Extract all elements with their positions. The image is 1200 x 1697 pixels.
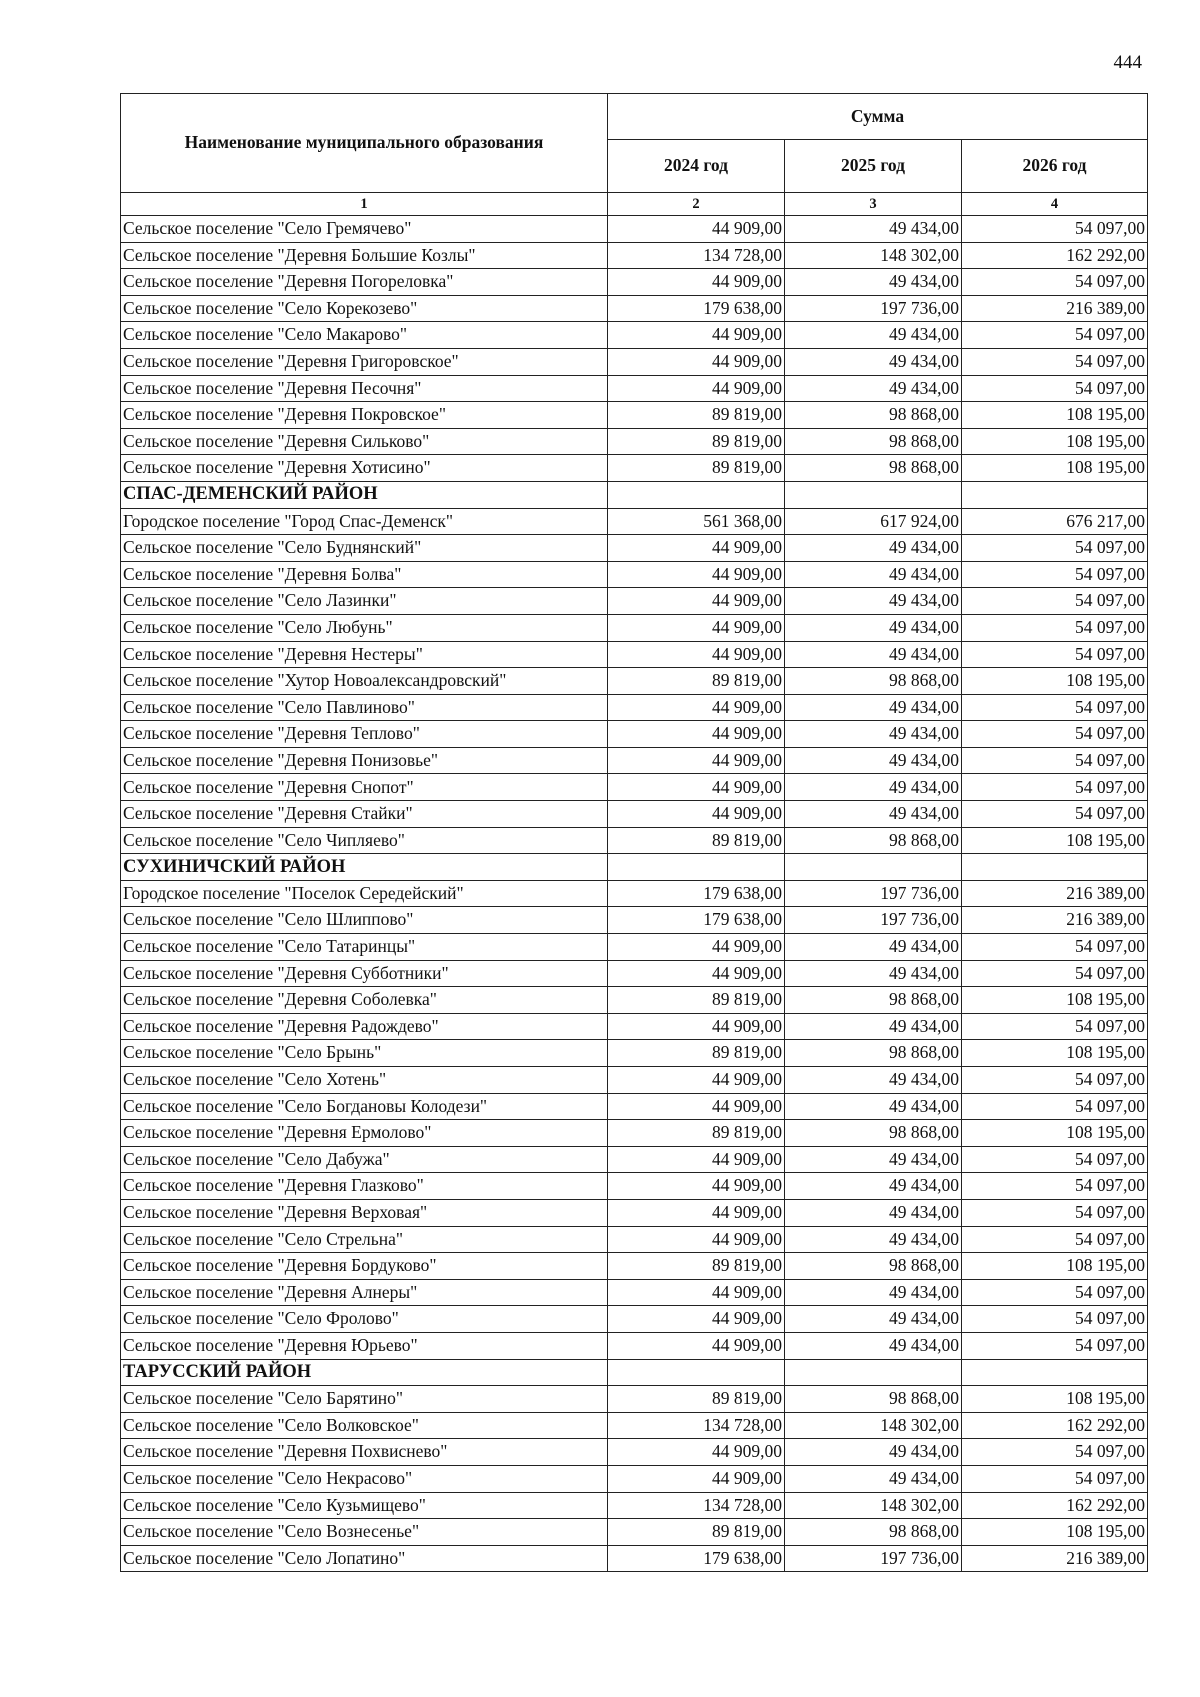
amount-2026-cell: 54 097,00 [962, 614, 1148, 641]
table-row [121, 1492, 1148, 1519]
table-row [121, 1545, 1148, 1572]
table-row [121, 1332, 1148, 1359]
settlement-name-cell: Сельское поселение "Село Гремячево" [121, 216, 608, 243]
table-row [121, 1120, 1148, 1147]
amount-2024-cell: 44 909,00 [608, 269, 785, 296]
amount-2024-cell: 44 909,00 [608, 1306, 785, 1333]
column-number: 2 [608, 193, 785, 216]
amount-2025-cell: 49 434,00 [785, 269, 962, 296]
table-row [121, 269, 1148, 296]
settlement-name-cell: Сельское поселение "Деревня Стайки" [121, 801, 608, 828]
amount-2024-cell: 179 638,00 [608, 1545, 785, 1572]
settlement-name-cell: Сельское поселение "Деревня Радождево" [121, 1013, 608, 1040]
amount-2026-cell: 54 097,00 [962, 641, 1148, 668]
amount-2026-cell: 676 217,00 [962, 508, 1148, 535]
amount-2026-cell: 216 389,00 [962, 1545, 1148, 1572]
amount-2024-cell: 89 819,00 [608, 428, 785, 455]
amount-2026-cell: 216 389,00 [962, 880, 1148, 907]
table-row [121, 694, 1148, 721]
amount-2024-cell: 89 819,00 [608, 668, 785, 695]
amount-2026-cell: 162 292,00 [962, 1492, 1148, 1519]
amount-2025-cell: 197 736,00 [785, 295, 962, 322]
budget-table [120, 93, 1148, 1572]
amount-2026-cell: 54 097,00 [962, 1465, 1148, 1492]
amount-2026-cell: 54 097,00 [962, 1306, 1148, 1333]
amount-2024-cell: 89 819,00 [608, 1253, 785, 1280]
amount-2024-cell: 44 909,00 [608, 1439, 785, 1466]
table-row [121, 1013, 1148, 1040]
amount-2026-cell: 54 097,00 [962, 934, 1148, 961]
amount-2025-cell: 49 434,00 [785, 348, 962, 375]
settlement-name-cell: Сельское поселение "Село Макарово" [121, 322, 608, 349]
settlement-name-cell: Сельское поселение "Село Волковское" [121, 1412, 608, 1439]
amount-2026-cell: 216 389,00 [962, 907, 1148, 934]
amount-2024-cell: 44 909,00 [608, 1332, 785, 1359]
settlement-name-cell: Сельское поселение "Деревня Алнеры" [121, 1279, 608, 1306]
table-row [121, 827, 1148, 854]
settlement-name-cell: Сельское поселение "Село Барятино" [121, 1386, 608, 1413]
column-number: 3 [785, 193, 962, 216]
amount-2024-cell: 44 909,00 [608, 774, 785, 801]
table-row [121, 1465, 1148, 1492]
amount-2025-cell: 49 434,00 [785, 1093, 962, 1120]
amount-2025-cell: 98 868,00 [785, 428, 962, 455]
amount-2025-cell: 98 868,00 [785, 1386, 962, 1413]
amount-2025-cell: 49 434,00 [785, 1067, 962, 1094]
amount-2025-cell: 49 434,00 [785, 1013, 962, 1040]
amount-2024-cell [608, 854, 785, 881]
settlement-name-cell: Сельское поселение "Деревня Сильково" [121, 428, 608, 455]
amount-2025-cell: 49 434,00 [785, 934, 962, 961]
table-row [121, 774, 1148, 801]
amount-2025-cell [785, 481, 962, 508]
settlement-name-cell: Сельское поселение "Деревня Глазково" [121, 1173, 608, 1200]
amount-2024-cell: 89 819,00 [608, 1386, 785, 1413]
column-number: 1 [121, 193, 608, 216]
amount-2024-cell: 179 638,00 [608, 295, 785, 322]
amount-2024-cell: 134 728,00 [608, 242, 785, 269]
table-row [121, 1439, 1148, 1466]
column-number: 4 [962, 193, 1148, 216]
amount-2024-cell: 44 909,00 [608, 1093, 785, 1120]
amount-2025-cell: 197 736,00 [785, 880, 962, 907]
settlement-name-cell: Сельское поселение "Село Чипляево" [121, 827, 608, 854]
amount-2024-cell: 44 909,00 [608, 641, 785, 668]
amount-2026-cell: 54 097,00 [962, 561, 1148, 588]
amount-2026-cell: 54 097,00 [962, 1013, 1148, 1040]
settlement-name-cell: Сельское поселение "Село Богдановы Колодези" [121, 1093, 608, 1120]
amount-2026-cell: 54 097,00 [962, 348, 1148, 375]
settlement-name-cell: Сельское поселение "Село Брынь" [121, 1040, 608, 1067]
table-row [121, 508, 1148, 535]
table-row [121, 641, 1148, 668]
amount-2026-cell: 54 097,00 [962, 535, 1148, 562]
settlement-name-cell: Сельское поселение "Село Хотень" [121, 1067, 608, 1094]
table-row [121, 1040, 1148, 1067]
amount-2024-cell: 179 638,00 [608, 880, 785, 907]
amount-2024-cell: 44 909,00 [608, 1013, 785, 1040]
amount-2025-cell: 49 434,00 [785, 1332, 962, 1359]
settlement-name-cell: Сельское поселение "Село Лопатино" [121, 1545, 608, 1572]
amount-2025-cell: 148 302,00 [785, 242, 962, 269]
settlement-name-cell: Сельское поселение "Село Некрасово" [121, 1465, 608, 1492]
table-row [121, 880, 1148, 907]
settlement-name-cell: Сельское поселение "Село Кузьмищево" [121, 1492, 608, 1519]
amount-2025-cell: 49 434,00 [785, 1173, 962, 1200]
table-row [121, 1279, 1148, 1306]
amount-2026-cell: 108 195,00 [962, 1120, 1148, 1147]
amount-2025-cell [785, 854, 962, 881]
amount-2024-cell: 134 728,00 [608, 1492, 785, 1519]
settlement-name-cell: Сельское поселение "Деревня Песочня" [121, 375, 608, 402]
settlement-name-cell: Сельское поселение "Деревня Похвиснево" [121, 1439, 608, 1466]
amount-2026-cell: 54 097,00 [962, 1067, 1148, 1094]
table-row [121, 1386, 1148, 1413]
amount-2024-cell: 44 909,00 [608, 1173, 785, 1200]
table-row [121, 1412, 1148, 1439]
settlement-name-cell: Сельское поселение "Деревня Нестеры" [121, 641, 608, 668]
amount-2024-cell: 44 909,00 [608, 216, 785, 243]
settlement-name-cell: Сельское поселение "Село Вознесенье" [121, 1519, 608, 1546]
settlement-name-cell: Сельское поселение "Деревня Ермолово" [121, 1120, 608, 1147]
amount-2024-cell: 134 728,00 [608, 1412, 785, 1439]
settlement-name-cell: Городское поселение "Город Спас-Деменск" [121, 508, 608, 535]
district-name-cell: СПАС-ДЕМЕНСКИЙ РАЙОН [121, 481, 608, 508]
amount-2024-cell: 44 909,00 [608, 614, 785, 641]
amount-2026-cell: 54 097,00 [962, 1332, 1148, 1359]
table-row [121, 614, 1148, 641]
table-row [121, 402, 1148, 429]
amount-2025-cell: 49 434,00 [785, 1306, 962, 1333]
table-row [121, 721, 1148, 748]
table-row [121, 1306, 1148, 1333]
settlement-name-cell: Сельское поселение "Село Дабужа" [121, 1146, 608, 1173]
amount-2025-cell: 49 434,00 [785, 614, 962, 641]
amount-2025-cell: 49 434,00 [785, 1226, 962, 1253]
amount-2024-cell: 44 909,00 [608, 1146, 785, 1173]
amount-2024-cell: 44 909,00 [608, 747, 785, 774]
table-row [121, 348, 1148, 375]
table-row [121, 322, 1148, 349]
amount-2024-cell: 44 909,00 [608, 721, 785, 748]
amount-2026-cell: 54 097,00 [962, 1279, 1148, 1306]
table-row [121, 1067, 1148, 1094]
amount-2025-cell: 49 434,00 [785, 694, 962, 721]
table-row [121, 375, 1148, 402]
table-body [121, 216, 1148, 1572]
amount-2026-cell: 54 097,00 [962, 269, 1148, 296]
amount-2025-cell: 98 868,00 [785, 1253, 962, 1280]
amount-2024-cell: 44 909,00 [608, 801, 785, 828]
settlement-name-cell: Сельское поселение "Село Лазинки" [121, 588, 608, 615]
table-row [121, 907, 1148, 934]
settlement-name-cell: Городское поселение "Поселок Середейский" [121, 880, 608, 907]
table-row [121, 216, 1148, 243]
amount-2026-cell: 54 097,00 [962, 694, 1148, 721]
column-header-2025: 2025 год [785, 139, 962, 192]
table-row [121, 668, 1148, 695]
column-header-sum: Сумма [608, 94, 1148, 140]
amount-2024-cell: 179 638,00 [608, 907, 785, 934]
settlement-name-cell: Сельское поселение "Деревня Болва" [121, 561, 608, 588]
settlement-name-cell: Сельское поселение "Деревня Понизовье" [121, 747, 608, 774]
table-row [121, 1173, 1148, 1200]
amount-2024-cell: 44 909,00 [608, 561, 785, 588]
amount-2026-cell: 108 195,00 [962, 827, 1148, 854]
amount-2025-cell: 98 868,00 [785, 987, 962, 1014]
settlement-name-cell: Сельское поселение "Деревня Снопот" [121, 774, 608, 801]
settlement-name-cell: Сельское поселение "Деревня Большие Козлы" [121, 242, 608, 269]
amount-2024-cell: 44 909,00 [608, 1067, 785, 1094]
amount-2024-cell: 89 819,00 [608, 1040, 785, 1067]
amount-2024-cell: 44 909,00 [608, 934, 785, 961]
amount-2025-cell: 49 434,00 [785, 747, 962, 774]
amount-2026-cell: 54 097,00 [962, 322, 1148, 349]
table-row [121, 242, 1148, 269]
table-row [121, 934, 1148, 961]
table-row [121, 1253, 1148, 1280]
amount-2026-cell: 108 195,00 [962, 402, 1148, 429]
amount-2026-cell: 54 097,00 [962, 774, 1148, 801]
amount-2026-cell: 162 292,00 [962, 1412, 1148, 1439]
settlement-name-cell: Сельское поселение "Деревня Соболевка" [121, 987, 608, 1014]
amount-2026-cell: 216 389,00 [962, 295, 1148, 322]
table-row [121, 747, 1148, 774]
amount-2025-cell [785, 1359, 962, 1386]
amount-2025-cell: 98 868,00 [785, 1040, 962, 1067]
settlement-name-cell: Сельское поселение "Деревня Верховая" [121, 1199, 608, 1226]
amount-2026-cell: 54 097,00 [962, 1226, 1148, 1253]
amount-2026-cell: 54 097,00 [962, 375, 1148, 402]
table-row [121, 1199, 1148, 1226]
amount-2024-cell: 44 909,00 [608, 588, 785, 615]
column-header-2024: 2024 год [608, 139, 785, 192]
amount-2025-cell: 49 434,00 [785, 375, 962, 402]
district-name-cell: СУХИНИЧСКИЙ РАЙОН [121, 854, 608, 881]
table-row [121, 588, 1148, 615]
settlement-name-cell: Сельское поселение "Село Буднянский" [121, 535, 608, 562]
table-row [121, 295, 1148, 322]
amount-2025-cell: 49 434,00 [785, 774, 962, 801]
amount-2025-cell: 49 434,00 [785, 1439, 962, 1466]
amount-2025-cell: 98 868,00 [785, 827, 962, 854]
amount-2026-cell: 108 195,00 [962, 1386, 1148, 1413]
amount-2024-cell: 44 909,00 [608, 535, 785, 562]
amount-2026-cell: 54 097,00 [962, 1439, 1148, 1466]
amount-2026-cell [962, 854, 1148, 881]
settlement-name-cell: Сельское поселение "Деревня Теплово" [121, 721, 608, 748]
amount-2024-cell: 44 909,00 [608, 1279, 785, 1306]
settlement-name-cell: Сельское поселение "Село Фролово" [121, 1306, 608, 1333]
amount-2025-cell: 49 434,00 [785, 322, 962, 349]
amount-2025-cell: 197 736,00 [785, 907, 962, 934]
amount-2026-cell: 54 097,00 [962, 216, 1148, 243]
amount-2024-cell: 89 819,00 [608, 987, 785, 1014]
amount-2025-cell: 49 434,00 [785, 561, 962, 588]
table-row [121, 1519, 1148, 1546]
amount-2024-cell: 44 909,00 [608, 694, 785, 721]
amount-2026-cell: 108 195,00 [962, 1519, 1148, 1546]
amount-2025-cell: 49 434,00 [785, 1279, 962, 1306]
amount-2025-cell: 98 868,00 [785, 1519, 962, 1546]
settlement-name-cell: Сельское поселение "Деревня Бордуково" [121, 1253, 608, 1280]
amount-2026-cell: 54 097,00 [962, 1146, 1148, 1173]
amount-2026-cell: 108 195,00 [962, 668, 1148, 695]
settlement-name-cell: Сельское поселение "Село Стрельна" [121, 1226, 608, 1253]
table-row [121, 1146, 1148, 1173]
amount-2024-cell: 44 909,00 [608, 960, 785, 987]
amount-2025-cell: 49 434,00 [785, 1465, 962, 1492]
district-name-cell: ТАРУССКИЙ РАЙОН [121, 1359, 608, 1386]
table-row [121, 455, 1148, 482]
amount-2025-cell: 49 434,00 [785, 641, 962, 668]
table-header [121, 94, 1148, 216]
amount-2026-cell: 54 097,00 [962, 1199, 1148, 1226]
table-row [121, 960, 1148, 987]
table-row [121, 561, 1148, 588]
table-row [121, 428, 1148, 455]
column-number-row [121, 193, 1148, 216]
amount-2024-cell: 44 909,00 [608, 375, 785, 402]
amount-2025-cell: 98 868,00 [785, 1120, 962, 1147]
settlement-name-cell: Сельское поселение "Село Любунь" [121, 614, 608, 641]
table-row [121, 987, 1148, 1014]
amount-2025-cell: 148 302,00 [785, 1492, 962, 1519]
amount-2025-cell: 49 434,00 [785, 588, 962, 615]
amount-2025-cell: 49 434,00 [785, 1146, 962, 1173]
amount-2026-cell: 108 195,00 [962, 987, 1148, 1014]
table-row [121, 1226, 1148, 1253]
amount-2026-cell: 54 097,00 [962, 747, 1148, 774]
amount-2026-cell [962, 1359, 1148, 1386]
amount-2025-cell: 49 434,00 [785, 960, 962, 987]
amount-2026-cell: 162 292,00 [962, 242, 1148, 269]
amount-2024-cell: 44 909,00 [608, 1465, 785, 1492]
amount-2026-cell: 108 195,00 [962, 1253, 1148, 1280]
amount-2024-cell: 89 819,00 [608, 455, 785, 482]
amount-2025-cell: 148 302,00 [785, 1412, 962, 1439]
settlement-name-cell: Сельское поселение "Деревня Покровское" [121, 402, 608, 429]
table-row [121, 801, 1148, 828]
amount-2024-cell: 89 819,00 [608, 827, 785, 854]
amount-2024-cell [608, 481, 785, 508]
settlement-name-cell: Сельское поселение "Село Корекозево" [121, 295, 608, 322]
settlement-name-cell: Сельское поселение "Село Татаринцы" [121, 934, 608, 961]
amount-2025-cell: 197 736,00 [785, 1545, 962, 1572]
amount-2025-cell: 98 868,00 [785, 668, 962, 695]
amount-2026-cell: 54 097,00 [962, 1173, 1148, 1200]
amount-2025-cell: 49 434,00 [785, 216, 962, 243]
column-header-2026: 2026 год [962, 139, 1148, 192]
amount-2024-cell: 89 819,00 [608, 1120, 785, 1147]
district-row [121, 1359, 1148, 1386]
amount-2026-cell: 54 097,00 [962, 960, 1148, 987]
amount-2025-cell: 98 868,00 [785, 402, 962, 429]
district-row [121, 481, 1148, 508]
table-row [121, 535, 1148, 562]
amount-2025-cell: 49 434,00 [785, 801, 962, 828]
settlement-name-cell: Сельское поселение "Деревня Субботники" [121, 960, 608, 987]
amount-2026-cell: 108 195,00 [962, 1040, 1148, 1067]
amount-2026-cell: 108 195,00 [962, 455, 1148, 482]
column-header-name: Наименование муниципального образования [121, 94, 608, 193]
amount-2024-cell: 44 909,00 [608, 348, 785, 375]
amount-2026-cell: 54 097,00 [962, 1093, 1148, 1120]
amount-2026-cell [962, 481, 1148, 508]
settlement-name-cell: Сельское поселение "Хутор Новоалександровский" [121, 668, 608, 695]
amount-2025-cell: 98 868,00 [785, 455, 962, 482]
amount-2026-cell: 54 097,00 [962, 588, 1148, 615]
table-row [121, 1093, 1148, 1120]
amount-2024-cell: 44 909,00 [608, 1226, 785, 1253]
settlement-name-cell: Сельское поселение "Деревня Григоровское" [121, 348, 608, 375]
settlement-name-cell: Сельское поселение "Деревня Хотисино" [121, 455, 608, 482]
amount-2025-cell: 49 434,00 [785, 1199, 962, 1226]
amount-2025-cell: 49 434,00 [785, 535, 962, 562]
district-row [121, 854, 1148, 881]
amount-2026-cell: 54 097,00 [962, 801, 1148, 828]
amount-2026-cell: 108 195,00 [962, 428, 1148, 455]
settlement-name-cell: Сельское поселение "Деревня Юрьево" [121, 1332, 608, 1359]
amount-2025-cell: 617 924,00 [785, 508, 962, 535]
settlement-name-cell: Сельское поселение "Деревня Погореловка" [121, 269, 608, 296]
settlement-name-cell: Сельское поселение "Село Шлиппово" [121, 907, 608, 934]
amount-2024-cell: 561 368,00 [608, 508, 785, 535]
amount-2024-cell: 44 909,00 [608, 322, 785, 349]
settlement-name-cell: Сельское поселение "Село Павлиново" [121, 694, 608, 721]
amount-2024-cell: 89 819,00 [608, 402, 785, 429]
page-number: 444 [1113, 52, 1142, 73]
amount-2026-cell: 54 097,00 [962, 721, 1148, 748]
amount-2025-cell: 49 434,00 [785, 721, 962, 748]
amount-2024-cell: 44 909,00 [608, 1199, 785, 1226]
amount-2024-cell: 89 819,00 [608, 1519, 785, 1546]
amount-2024-cell [608, 1359, 785, 1386]
